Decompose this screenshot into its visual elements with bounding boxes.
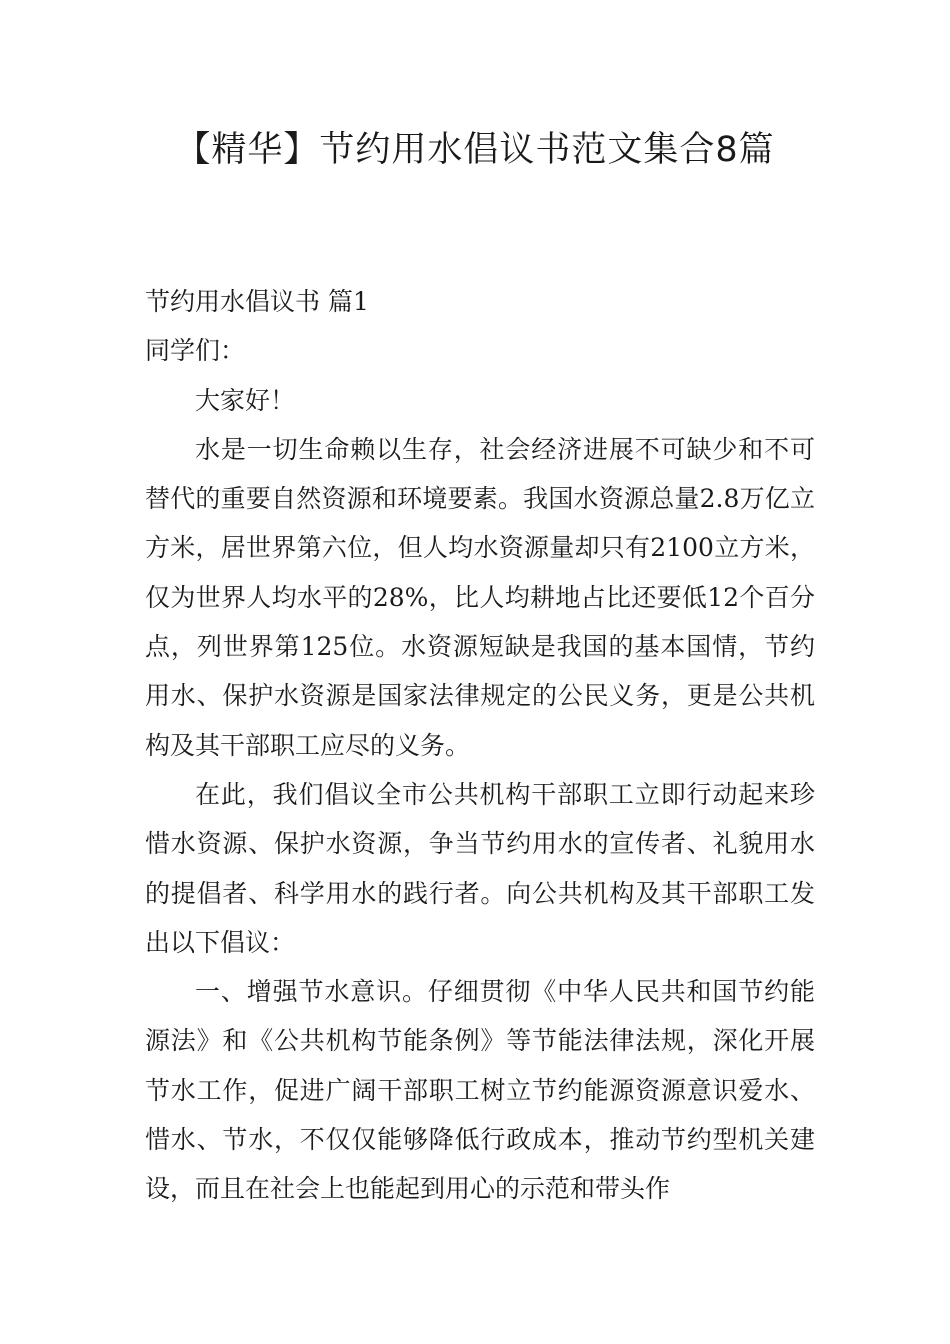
paragraph-3: 一、增强节水意识。仔细贯彻《中华人民共和国节约能源法》和《公共机构节能条例》等节能法律法规，深化开展节水工作，促进广阔干部职工树立节约能源资源意识爱水、惜水、节水，不仅仅能够降低行政成本，推动节约型机关建设，而且在社会上也能起到用心的示范和带头作 bbox=[145, 977, 815, 1204]
section-heading: 节约用水倡议书 篇1 bbox=[145, 287, 369, 316]
paragraph-2: 在此，我们倡议全市公共机构干部职工立即行动起来珍惜水资源、保护水资源，争当节约用水的宣传者、礼貌用水的提倡者、科学用水的践行者。向公共机构及其干部职工发出以下倡议： bbox=[145, 779, 815, 957]
greeting: 大家好！ bbox=[195, 385, 296, 415]
salutation: 同学们： bbox=[145, 336, 246, 366]
document-title: 【精华】节约用水倡议书范文集合8篇 bbox=[175, 130, 775, 170]
paragraph-1: 水是一切生命赖以生存，社会经济进展不可缺少和不可替代的重要自然资源和环境要素。我国水资源总量2.8万亿立方米，居世界第六位，但人均水资源量却只有2100立方米，仅为世界人均水平的28%，比人均耕地占比还要低12个百分点，列世界第125位。水资源短缺是我国的基本国情，节约用水、保护水资源是国家法律规定的公民义务，更是公共机构及其干部职工应尽的义务。 bbox=[145, 434, 815, 760]
document-body bbox=[145, 277, 815, 1214]
